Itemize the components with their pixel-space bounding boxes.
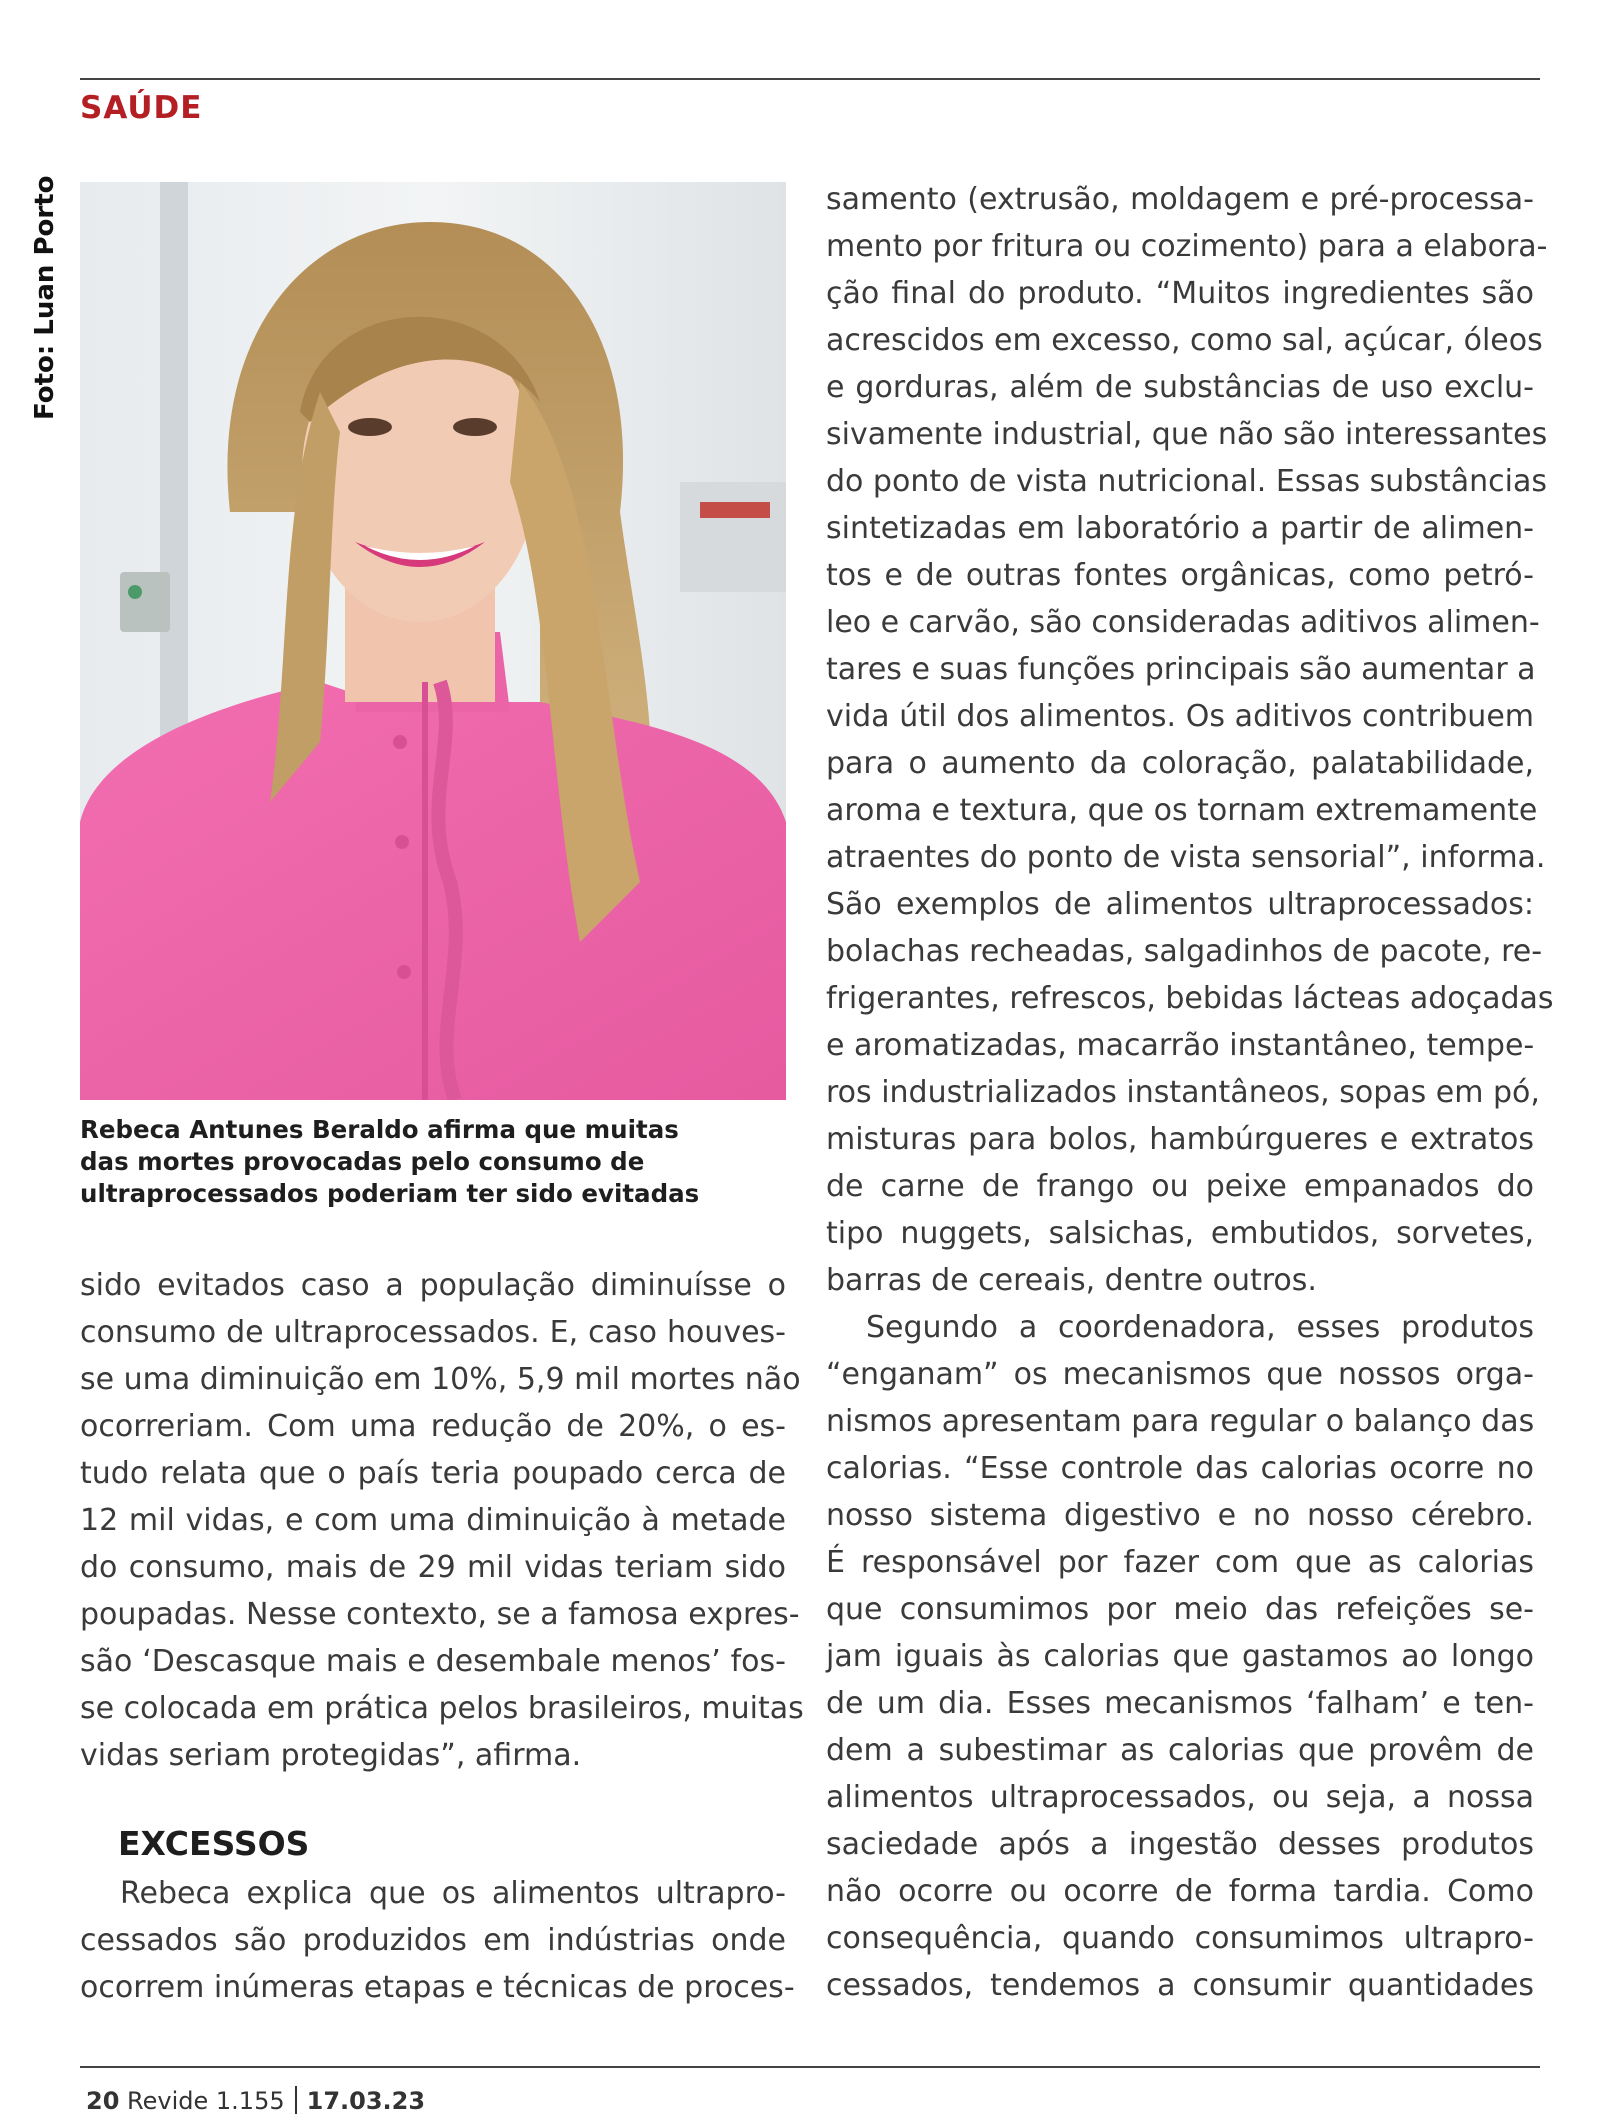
text-line: vidas seriam protegidas”, afirma.	[80, 1738, 582, 1773]
text-line: Segundo a coordenadora, esses produtos	[866, 1310, 1534, 1345]
text-line: poupadas. Nesse contexto, se a famosa expres-	[80, 1597, 800, 1632]
text-line: do ponto de vista nutricional. Essas substâncias	[826, 464, 1547, 499]
text-line: São exemplos de alimentos ultraprocessados:	[826, 887, 1534, 922]
page-number: 20	[86, 2087, 120, 2115]
text-line: ros industrializados instantâneos, sopas em pó,	[826, 1075, 1540, 1110]
text-line: “enganam” os mecanismos que nossos orga-	[826, 1357, 1534, 1392]
subheading-excessos: EXCESSOS	[118, 1824, 310, 1863]
footer-divider	[295, 2086, 297, 2114]
text-line: bolachas recheadas, salgadinhos de pacote, re-	[826, 934, 1543, 969]
excessos-text	[80, 1870, 795, 2011]
text-line: É responsável por fazer com que as calorias	[826, 1545, 1534, 1580]
left-column-text	[80, 1262, 804, 1779]
text-line: consumo de ultraprocessados. E, caso houves-	[80, 1315, 786, 1350]
text-line: ção final do produto. “Muitos ingredientes são	[826, 276, 1534, 311]
text-line: tos e de outras fontes orgânicas, como petró-	[826, 558, 1534, 593]
text-line: nosso sistema digestivo e no nosso cérebro.	[826, 1498, 1534, 1533]
photo-credit: Foto: Luan Porto	[30, 175, 60, 420]
text-line: sido evitados caso a população diminuísse o	[80, 1268, 786, 1303]
text-line: não ocorre ou ocorre de forma tardia. Como	[826, 1874, 1534, 1909]
text-line: jam iguais às calorias que gastamos ao longo	[826, 1639, 1534, 1674]
text-line: samento (extrusão, moldagem e pré-processa-	[826, 182, 1534, 217]
text-line: saciedade após a ingestão desses produtos	[826, 1827, 1534, 1862]
text-line: ocorreriam. Com uma redução de 20%, o es-	[80, 1409, 786, 1444]
text-line: sintetizadas em laboratório a partir de alimen-	[826, 511, 1534, 546]
text-line: leo e carvão, são consideradas aditivos alimen-	[826, 605, 1540, 640]
text-line: cessados, tendemos a consumir quantidades	[826, 1968, 1534, 2003]
text-line: aroma e textura, que os tornam extremamente	[826, 793, 1538, 828]
text-line: de carne de frango ou peixe empanados do	[826, 1169, 1534, 1204]
top-rule	[80, 78, 1540, 80]
text-line: do consumo, mais de 29 mil vidas teriam sido	[80, 1550, 786, 1585]
photo-caption	[80, 1114, 786, 1210]
issue-date: 17.03.23	[306, 2087, 426, 2115]
text-line: Rebeca explica que os alimentos ultrapro-	[120, 1876, 786, 1911]
text-line: e aromatizadas, macarrão instantâneo, tempe-	[826, 1028, 1535, 1063]
text-line: consequência, quando consumimos ultrapro-	[826, 1921, 1534, 1956]
page-footer	[86, 2086, 425, 2115]
section-label: SAÚDE	[80, 90, 203, 126]
text-line: se colocada em prática pelos brasileiros, muitas	[80, 1691, 804, 1726]
text-line: atraentes do ponto de vista sensorial”, informa.	[826, 840, 1546, 875]
text-line: frigerantes, refrescos, bebidas lácteas adoçadas	[826, 981, 1554, 1016]
text-line: ocorrem inúmeras etapas e técnicas de proces-	[80, 1970, 795, 2005]
text-line: cessados são produzidos em indústrias onde	[80, 1923, 786, 1958]
text-line: vida útil dos alimentos. Os aditivos contribuem	[826, 699, 1534, 734]
text-line: são ‘Descasque mais e desembale menos’ fos-	[80, 1644, 786, 1679]
right-column-text	[826, 176, 1554, 2009]
text-line: tipo nuggets, salsichas, embutidos, sorvetes,	[826, 1216, 1534, 1251]
text-line: nismos apresentam para regular o balanço das	[826, 1404, 1535, 1439]
text-line: calorias. “Esse controle das calorias ocorre no	[826, 1451, 1534, 1486]
text-line: acrescidos em excesso, como sal, açúcar, óleos	[826, 323, 1543, 358]
text-line: de um dia. Esses mecanismos ‘falham’ e ten-	[826, 1686, 1534, 1721]
text-line: que consumimos por meio das refeições se-	[826, 1592, 1534, 1627]
text-line: barras de cereais, dentre outros.	[826, 1263, 1317, 1298]
caption-line: Rebeca Antunes Beraldo afirma que muitas	[80, 1115, 679, 1144]
text-line: misturas para bolos, hambúrgueres e extratos	[826, 1122, 1534, 1157]
text-line: tares e suas funções principais são aumentar a	[826, 652, 1536, 687]
text-line: para o aumento da coloração, palatabilidade,	[826, 746, 1534, 781]
text-line: tudo relata que o país teria poupado cerca de	[80, 1456, 786, 1491]
text-line: sivamente industrial, que não são interessantes	[826, 417, 1548, 452]
text-line: mento por fritura ou cozimento) para a elabora-	[826, 229, 1548, 264]
bottom-rule	[80, 2066, 1540, 2068]
publication-issue: Revide 1.155	[127, 2087, 285, 2115]
caption-line: das mortes provocadas pelo consumo de	[80, 1147, 645, 1176]
caption-line: ultraprocessados poderiam ter sido evitadas	[80, 1179, 700, 1208]
text-line: alimentos ultraprocessados, ou seja, a nossa	[826, 1780, 1534, 1815]
text-line: e gorduras, além de substâncias de uso exclu-	[826, 370, 1534, 405]
text-line: dem a subestimar as calorias que provêm de	[826, 1733, 1534, 1768]
text-line: se uma diminuição em 10%, 5,9 mil mortes não	[80, 1362, 801, 1397]
article-photo	[80, 182, 786, 1100]
text-line: 12 mil vidas, e com uma diminuição à metade	[80, 1503, 786, 1538]
